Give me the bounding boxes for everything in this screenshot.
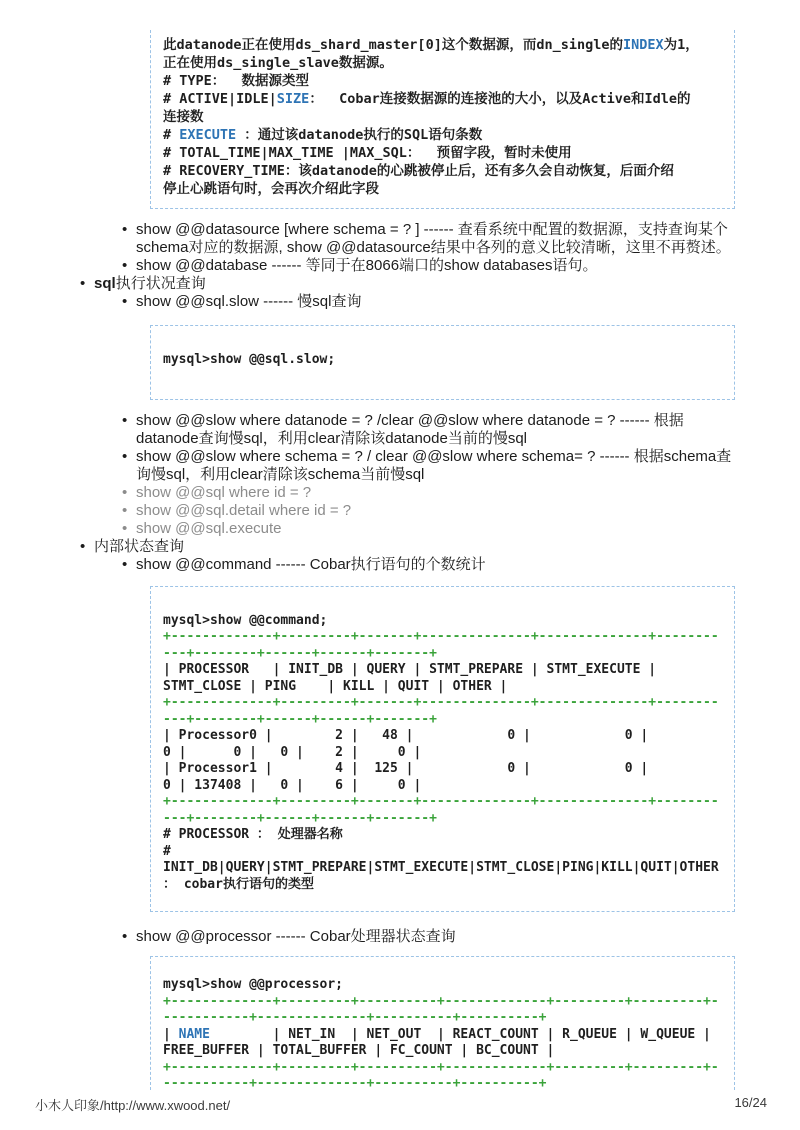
bullet-text: show @@slow where schema = ? / clear @@slow where schema= ? ------ 根据schema查询慢sql，利用clear清除该schema当前慢sql [136,447,732,483]
code-line: 0 | 0 | 0 | 2 | 0 | [163,744,422,760]
footer-site-url: 小木人印象/http://www.xwood.net/ [35,1098,231,1113]
code-line: # ACTIVE|IDLE|SIZE： Cobar连接数据源的连接池的大小，以及Active和Idle的 [163,91,691,107]
bullet-dot: • [122,257,128,274]
bullet-text: show @@slow where datanode = ? /clear @@slow where datanode = ? ------ 根据datanode查询慢sql，利用clear清除该datanode当前的慢sql [136,411,684,447]
bullet-dot: • [122,411,128,429]
box-datanode-notes [150,30,735,209]
bullet-dot: • [122,555,128,573]
box-command [150,586,735,913]
bullet-dot: • [122,483,128,501]
bullet-item [0,293,800,311]
code-line: | PROCESSOR | INIT_DB | QUERY | STMT_PREPARE | STMT_EXECUTE | [163,662,657,677]
code-line: 0 | 137408 | 0 | 6 | 0 | [163,777,422,793]
code-line: # [163,843,171,859]
box-processor [150,956,735,1090]
code-line: mysql>show @@command; [163,612,328,628]
code-line: # PROCESSOR ： 处理器名称 [163,827,343,842]
bullet-item [0,448,800,484]
bullet-dot: • [122,928,128,945]
bullet-item [0,928,800,946]
code-line: | Processor0 | 2 | 48 | 0 | 0 | [163,728,649,743]
bullet-text: show @@database ------ 等同于在8066端口的show databases语句。 [136,257,598,274]
bullet-text: show @@sql where id = ? [136,483,312,501]
bullet-dot: • [122,293,128,310]
bullet-text: show @@sql.detail where id = ? [136,501,352,519]
bullet-text: show @@sql.slow ------ 慢sql查询 [136,293,362,310]
bullet-item [0,556,800,574]
bullet-dot: • [80,537,86,555]
code-line: # TOTAL_TIME|MAX_TIME |MAX_SQL： 预留字段，暂时未使用 [163,145,572,161]
bullet-item [0,520,800,538]
code-line: +-------------+---------+-------+--------------+--------------+-------- [163,629,719,644]
bullet-item [0,275,800,293]
bullet-dot: • [122,501,128,519]
bullet-text: show @@datasource [where schema = ? ] ------ 查看系统中配置的数据源，支持查询某个schema对应的数据源, show @@datasource结果中各列的意义比较清晰，这里不再赘述。 [136,221,731,256]
page-content [0,30,800,1090]
code-line: +-------------+---------+----------+-------------+---------+---------+- [163,993,719,1009]
bullet-item [0,502,800,520]
bullet-text: show @@command ------ Cobar执行语句的个数统计 [136,555,486,573]
code-line: 正在使用ds_single_slave数据源。 [163,55,393,71]
code-line: 连接数 [163,109,204,125]
bullet-text: 内部状态查询 [94,537,185,555]
code-line: ： cobar执行语句的类型 [163,876,314,892]
code-line: # EXECUTE ：通过该datanode执行的SQL语句条数 [163,127,483,143]
bullet-item [0,538,800,556]
code-line: INIT_DB|QUERY|STMT_PREPARE|STMT_EXECUTE|STMT_CLOSE|PING|KILL|QUIT|OTHER [163,860,719,875]
bullet-dot: • [122,519,128,537]
footer-page-number: 16/24 [734,1095,767,1110]
bullet-item [0,484,800,502]
code-line: +-------------+---------+----------+-------------+---------+---------+- [163,1059,719,1075]
bullet-dot: • [122,447,128,465]
code-line: # RECOVERY_TIME：该datanode的心跳被停止后，还有多久会自动恢复，后面介绍 [163,163,674,179]
code-line: FREE_BUFFER | TOTAL_BUFFER | FC_COUNT | BC_COUNT | [163,1043,555,1058]
code-line: -----------+--------------+----------+----------+ [163,1076,547,1090]
code-line: mysql>show @@processor; [163,977,344,992]
page-footer [35,1095,767,1114]
code-line: +-------------+---------+-------+--------------+--------------+-------- [163,695,719,710]
code-line: -----------+--------------+----------+----------+ [163,1010,547,1025]
code-line: ---+--------+------+------+-------+ [163,645,437,661]
code-line: +-------------+---------+-------+--------------+--------------+-------- [163,794,719,809]
code-line: mysql>show @@sql.slow; [163,352,336,367]
bullet-dot: • [80,275,86,292]
bullet-item [0,221,800,257]
bullet-item [0,412,800,448]
code-line: ---+--------+------+------+-------+ [163,711,437,727]
bullet-dot: • [122,221,128,238]
code-line: STMT_CLOSE | PING | KILL | QUIT | OTHER | [163,678,508,694]
bullet-text: sql执行状况查询 [94,275,206,292]
code-line: 此datanode正在使用ds_shard_master[0]这个数据源，而dn_single的INDEX为1， [163,37,699,53]
bullet-text: show @@processor ------ Cobar处理器状态查询 [136,928,456,945]
box-sql-slow [150,325,735,400]
code-line: # TYPE： 数据源类型 [163,73,310,89]
code-line: | NAME | NET_IN | NET_OUT | REACT_COUNT | R_QUEUE | W_QUEUE | [163,1026,711,1042]
bullet-text: show @@sql.execute [136,519,282,537]
code-line: ---+--------+------+------+-------+ [163,810,437,826]
bullet-item [0,257,800,275]
code-line: | Processor1 | 4 | 125 | 0 | 0 | [163,761,649,776]
code-line: 停止心跳语句时，会再次介绍此字段 [163,181,379,197]
